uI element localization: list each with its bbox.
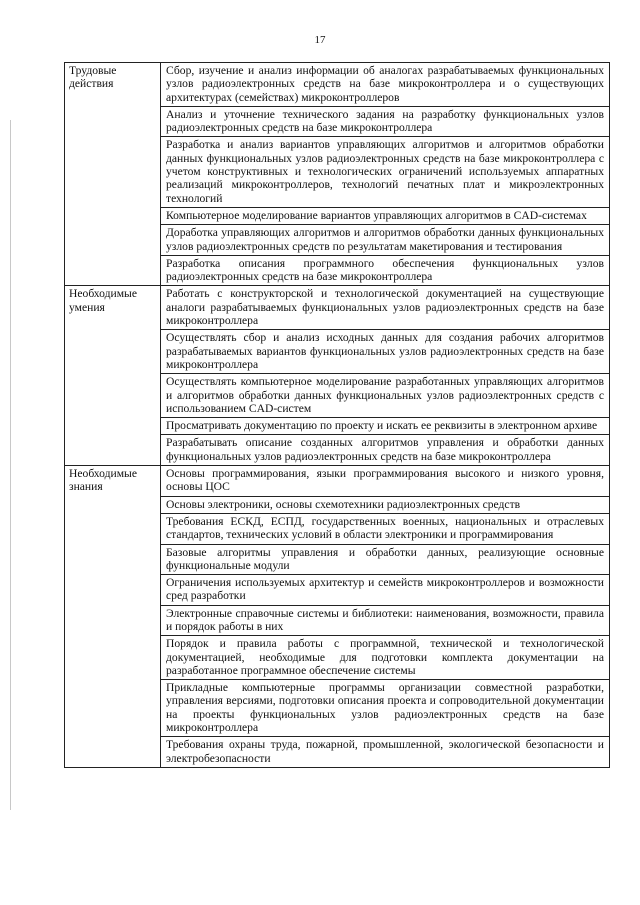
- section-item: Порядок и правила работы с программной, технической и технологической документацией, необходимые для подготовки комплекта документации на разработанное программное обеспечение системы: [161, 636, 610, 680]
- section-item: Просматривать документацию по проекту и искать ее реквизиты в электронном архиве: [161, 418, 610, 435]
- requirements-table-body: [65, 63, 610, 768]
- section-item: Основы программирования, языки программирования высокого и низкого уровня, основы ЦОС: [161, 466, 610, 497]
- section-label: Необходимые знания: [65, 466, 161, 768]
- section-item: Основы электроники, основы схемотехники радиоэлектронных средств: [161, 496, 610, 513]
- section-item: Требования ЕСКД, ЕСПД, государственных военных, национальных и отраслевых стандартов, технических условий в области электроники и программирования: [161, 513, 610, 544]
- section-item: Разработка описания программного обеспечения функциональных узлов радиоэлектронных средств на базе микроконтроллера: [161, 255, 610, 286]
- section-label: Трудовые действия: [65, 63, 161, 286]
- section-item: Электронные справочные системы и библиотеки: наименования, возможности, правила и порядок работы в них: [161, 605, 610, 636]
- section-item: Требования охраны труда, пожарной, промышленной, экологической безопасности и электробезопасности: [161, 737, 610, 768]
- table-row: [65, 63, 610, 107]
- table-row: [65, 286, 610, 330]
- scan-edge-line: [10, 120, 11, 810]
- section-item: Работать с конструкторской и технологической документацией на существующие аналоги разрабатываемых функциональных узлов радиоэлектронных средств на базе микроконтроллера: [161, 286, 610, 330]
- section-item: Компьютерное моделирование вариантов управляющих алгоритмов в CAD-системах: [161, 207, 610, 224]
- page-number: 17: [314, 34, 326, 46]
- section-item: Анализ и уточнение технического задания на разработку функциональных узлов радиоэлектронных средств на базе микроконтроллера: [161, 106, 610, 137]
- section-item: Базовые алгоритмы управления и обработки данных, реализующие основные функциональные модули: [161, 544, 610, 575]
- section-label: Необходимые умения: [65, 286, 161, 466]
- section-item: Осуществлять компьютерное моделирование разработанных управляющих алгоритмов и алгоритмов обработки данных функциональных узлов радиоэлектронных средств с использованием CAD-систем: [161, 374, 610, 418]
- requirements-table: [64, 62, 610, 768]
- section-item: Сбор, изучение и анализ информации об аналогах разрабатываемых функциональных узлов радиоэлектронных средств на базе микроконтроллера и о существующих архитектурах (семействах) микроконтроллеров: [161, 63, 610, 107]
- section-item: Разработка и анализ вариантов управляющих алгоритмов и алгоритмов обработки данных функциональных узлов радиоэлектронных средств на базе микроконтроллера с учетом конструктивных и технологических ограничений используемых аппаратных реализаций микроконтроллеров, технологий печатных плат и микроэлектронных технологий: [161, 137, 610, 207]
- section-item: Прикладные компьютерные программы организации совместной разработки, управления версиями, подготовки описания проекта и сопроводительной документации на проекты функциональных узлов радиоэлектронных средств на базе микроконтроллера: [161, 680, 610, 737]
- table-row: [65, 466, 610, 497]
- section-item: Разрабатывать описание созданных алгоритмов управления и обработки данных функциональных узлов радиоэлектронных средств на базе микроконтроллера: [161, 435, 610, 466]
- section-item: Осуществлять сбор и анализ исходных данных для создания рабочих алгоритмов разрабатываемых вариантов функциональных узлов радиоэлектронных средств на базе микроконтроллера: [161, 330, 610, 374]
- section-item: Доработка управляющих алгоритмов и алгоритмов обработки данных функциональных узлов радиоэлектронных средств по результатам макетирования и тестирования: [161, 225, 610, 256]
- section-item: Ограничения используемых архитектур и семейств микроконтроллеров и возможности сред разработки: [161, 575, 610, 606]
